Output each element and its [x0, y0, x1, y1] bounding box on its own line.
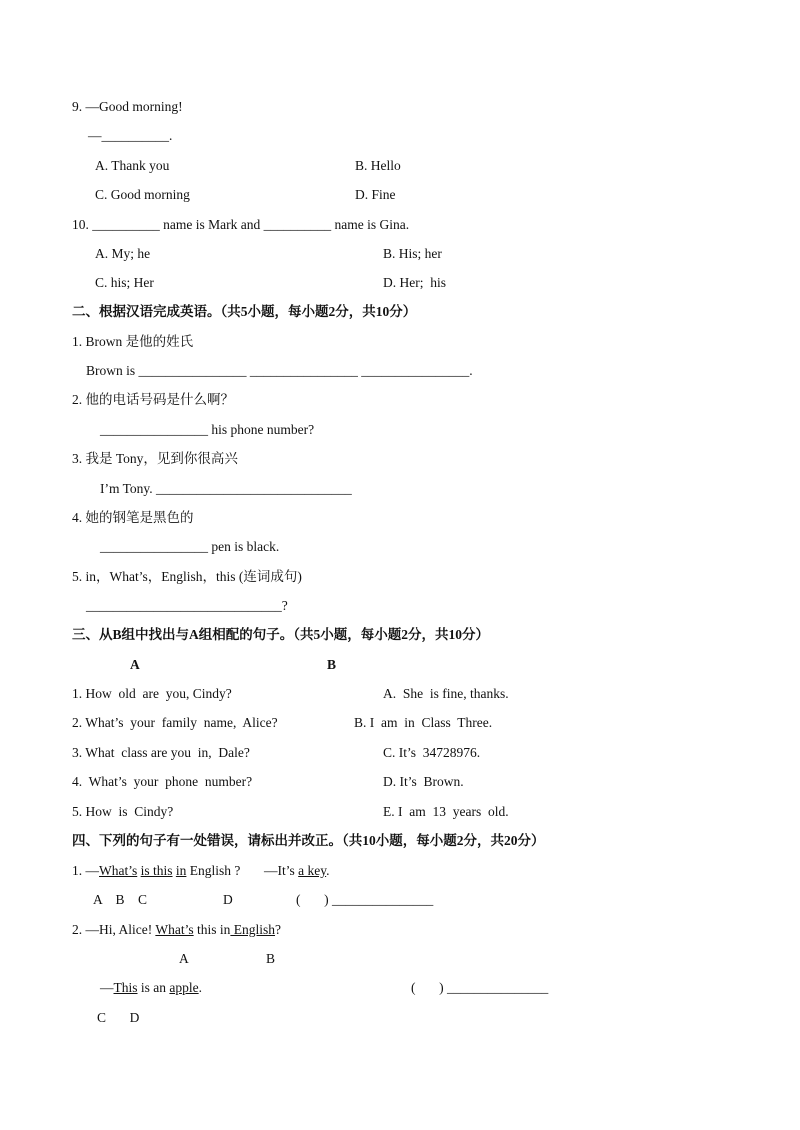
s4-q2-letter-a: A [179, 951, 189, 966]
s4-q2-underline-c: This [113, 980, 138, 995]
s2-item2-answer: ________________ his phone number? [100, 422, 315, 437]
q10-option-a: A. My; he [95, 246, 151, 261]
s4-q2-text: this in [193, 922, 231, 937]
s3-col-b-header: B [327, 657, 337, 672]
s2-item3-prompt: 3. 我是 Tony，见到你很高兴 [72, 451, 238, 466]
s2-item1-answer: Brown is ________________ ________________ ________________. [86, 363, 473, 378]
s4-q2-dash: — [100, 980, 114, 995]
q10-option-b: B. His; her [383, 246, 442, 261]
s2-item2-prompt: 2. 他的电话号码是什么啊？ [72, 392, 234, 407]
q10-option-c: C. his; Her [95, 275, 154, 290]
s4-q2-num: 2. —Hi, Alice! [72, 922, 156, 937]
q9-option-b: B. Hello [355, 158, 401, 173]
s4-q2-underline-d: apple [169, 980, 199, 995]
s4-q2-text2: is an [137, 980, 170, 995]
q9-reply-blank: —__________. [88, 128, 173, 143]
s4-q1-letters-abc: A B C [93, 892, 148, 907]
s4-q1-letter-d: D [223, 892, 233, 907]
s3-row5-a: 5. How is Cindy? [72, 804, 174, 819]
s4-q1-text: English ? [186, 863, 241, 878]
s2-item3-answer: I’m Tony. _____________________________ [100, 481, 352, 496]
s4-q1-sentence [72, 862, 330, 880]
s4-q2-answer-bracket: ( ) _______________ [411, 980, 549, 995]
s4-q2-qmark: ? [275, 922, 282, 937]
s2-item4-prompt: 4. 她的钢笔是黑色的 [72, 510, 194, 525]
s4-q2-letter-b: B [266, 951, 276, 966]
s3-row1-a: 1. How old are you, Cindy? [72, 686, 232, 701]
s3-row2-a: 2. What’s your family name, Alice? [72, 715, 278, 730]
s2-item5-answer: _____________________________? [86, 598, 288, 613]
q9-option-c: C. Good morning [95, 187, 190, 202]
q10-stem: 10. __________ name is Mark and __________ name is Gina. [72, 217, 410, 232]
s4-q1-underline-b: is this [140, 863, 173, 878]
s4-q1-underline-a: What’s [99, 863, 138, 878]
s3-row3-b: C. It’s 34728976. [383, 745, 481, 760]
section4-title: 四、下列的句子有一处错误，请标出并改正。（共10小题，每小题2分，共20分） [72, 833, 545, 848]
s4-q2-underline-a: What’s [155, 922, 194, 937]
q10-option-d: D. Her; his [383, 275, 446, 290]
s3-row5-b: E. I am 13 years old. [383, 804, 509, 819]
s4-q1-underline-c: in [175, 863, 187, 878]
s2-item1-prompt: 1. Brown 是他的姓氏 [72, 334, 194, 349]
s4-q1-num: 1. — [72, 863, 99, 878]
s4-q2-reply [100, 979, 202, 997]
section2-title: 二、根据汉语完成英语。（共5小题，每小题2分，共10分） [72, 304, 417, 319]
s2-item4-answer: ________________ pen is black. [100, 539, 280, 554]
s3-row1-b: A. She is fine, thanks. [383, 686, 509, 701]
q9-option-a: A. Thank you [95, 158, 170, 173]
q9-stem: 9. —Good morning! [72, 99, 183, 114]
s4-q1-answer-bracket: ( ) _______________ [296, 892, 434, 907]
s3-row2-b: B. I am in Class Three. [354, 715, 493, 730]
s4-q1-underline-d: a key [298, 863, 327, 878]
s4-q2-underline-b: English [230, 922, 276, 937]
s3-row4-a: 4. What’s your phone number? [72, 774, 253, 789]
s4-q2-letters-cd: C D [97, 1010, 140, 1025]
q9-option-d: D. Fine [355, 187, 396, 202]
s3-row4-b: D. It’s Brown. [383, 774, 464, 789]
s3-row3-a: 3. What class are you in, Dale? [72, 745, 250, 760]
s4-q1-period: . [326, 863, 330, 878]
section3-title: 三、从B组中找出与A组相配的句子。（共5小题，每小题2分，共10分） [72, 627, 490, 642]
s2-item5-prompt: 5. in，What’s，English，this (连词成句) [72, 569, 302, 584]
s4-q1-reply: —It’s [264, 863, 299, 878]
s4-q2-period: . [198, 980, 203, 995]
s4-q2-sentence [72, 921, 281, 939]
s3-col-a-header: A [130, 657, 140, 672]
